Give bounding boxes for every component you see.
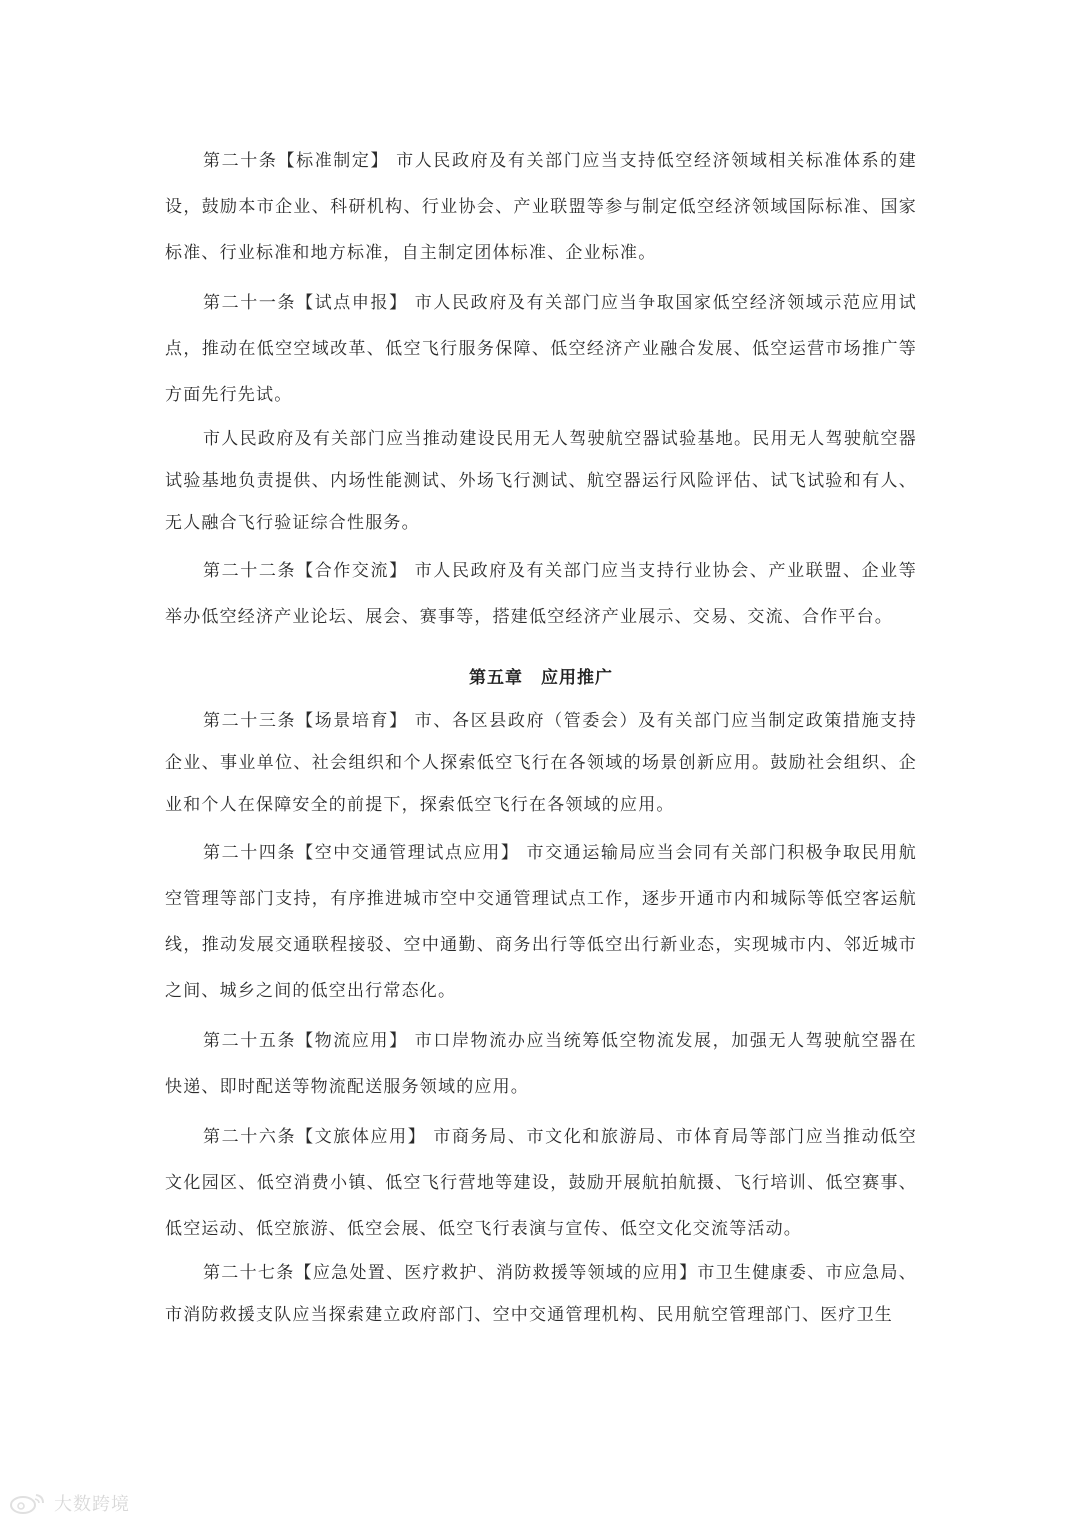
article-23: 第二十三条【场景培育】 市、各区县政府（管委会）及有关部门应当制定政策措施支持企业、事业单位、社会组织和个人探索低空飞行在各领域的场景创新应用。鼓励社会组织、企业和个人在保障安全的前提下，探索低空飞行在各领域的应用。 (165, 711, 917, 815)
article-27: 第二十七条【应急处置、医疗救护、消防救援等领域的应用】市卫生健康委、市应急局、市消防救援支队应当探索建立政府部门、空中交通管理机构、民用航空管理部门、医疗卫生 (165, 1263, 917, 1325)
article-25: 第二十五条【物流应用】 市口岸物流办应当统筹低空物流发展，加强无人驾驶航空器在快递、即时配送等物流配送服务领域的应用。 (165, 1031, 917, 1097)
article-26: 第二十六条【文旅体应用】 市商务局、市文化和旅游局、市体育局等部门应当推动低空文化园区、低空消费小镇、低空飞行营地等建设，鼓励开展航拍航摄、飞行培训、低空赛事、低空运动、低空旅游、低空会展、低空飞行表演与宣传、低空文化交流等活动。 (165, 1127, 917, 1239)
article-24: 第二十四条【空中交通管理试点应用】 市交通运输局应当会同有关部门积极争取民用航空管理等部门支持，有序推进城市空中交通管理试点工作，逐步开通市内和城际等低空客运航线，推动发展交通联程接驳、空中通勤、商务出行等低空出行新业态，实现城市内、邻近城市之间、城乡之间的低空出行常态化。 (165, 843, 917, 1001)
watermark-text: 大数跨境 (54, 1494, 130, 1515)
chapter-title: 第五章 应用推广 (469, 668, 613, 688)
watermark (8, 1490, 130, 1516)
article-21: 第二十一条【试点申报】 市人民政府及有关部门应当争取国家低空经济领域示范应用试点，推动在低空空域改革、低空飞行服务保障、低空经济产业融合发展、低空运营市场推广等方面先行先试。 (165, 293, 917, 405)
document-body (165, 138, 917, 1336)
article-22: 第二十二条【合作交流】 市人民政府及有关部门应当支持行业协会、产业联盟、企业等举办低空经济产业论坛、展会、赛事等，搭建低空经济产业展示、交易、交流、合作平台。 (165, 561, 917, 627)
article-20: 第二十条【标准制定】 市人民政府及有关部门应当支持低空经济领域相关标准体系的建设，鼓励本市企业、科研机构、行业协会、产业联盟等参与制定低空经济领域国际标准、国家标准、行业标准和地方标准，自主制定团体标准、企业标准。 (165, 151, 917, 263)
weibo-logo-icon (8, 1491, 48, 1515)
article-21-para-2: 市人民政府及有关部门应当推动建设民用无人驾驶航空器试验基地。民用无人驾驶航空器试验基地负责提供、内场性能测试、外场飞行测试、航空器运行风险评估、试飞试验和有人、无人融合飞行验证综合性服务。 (165, 429, 917, 533)
